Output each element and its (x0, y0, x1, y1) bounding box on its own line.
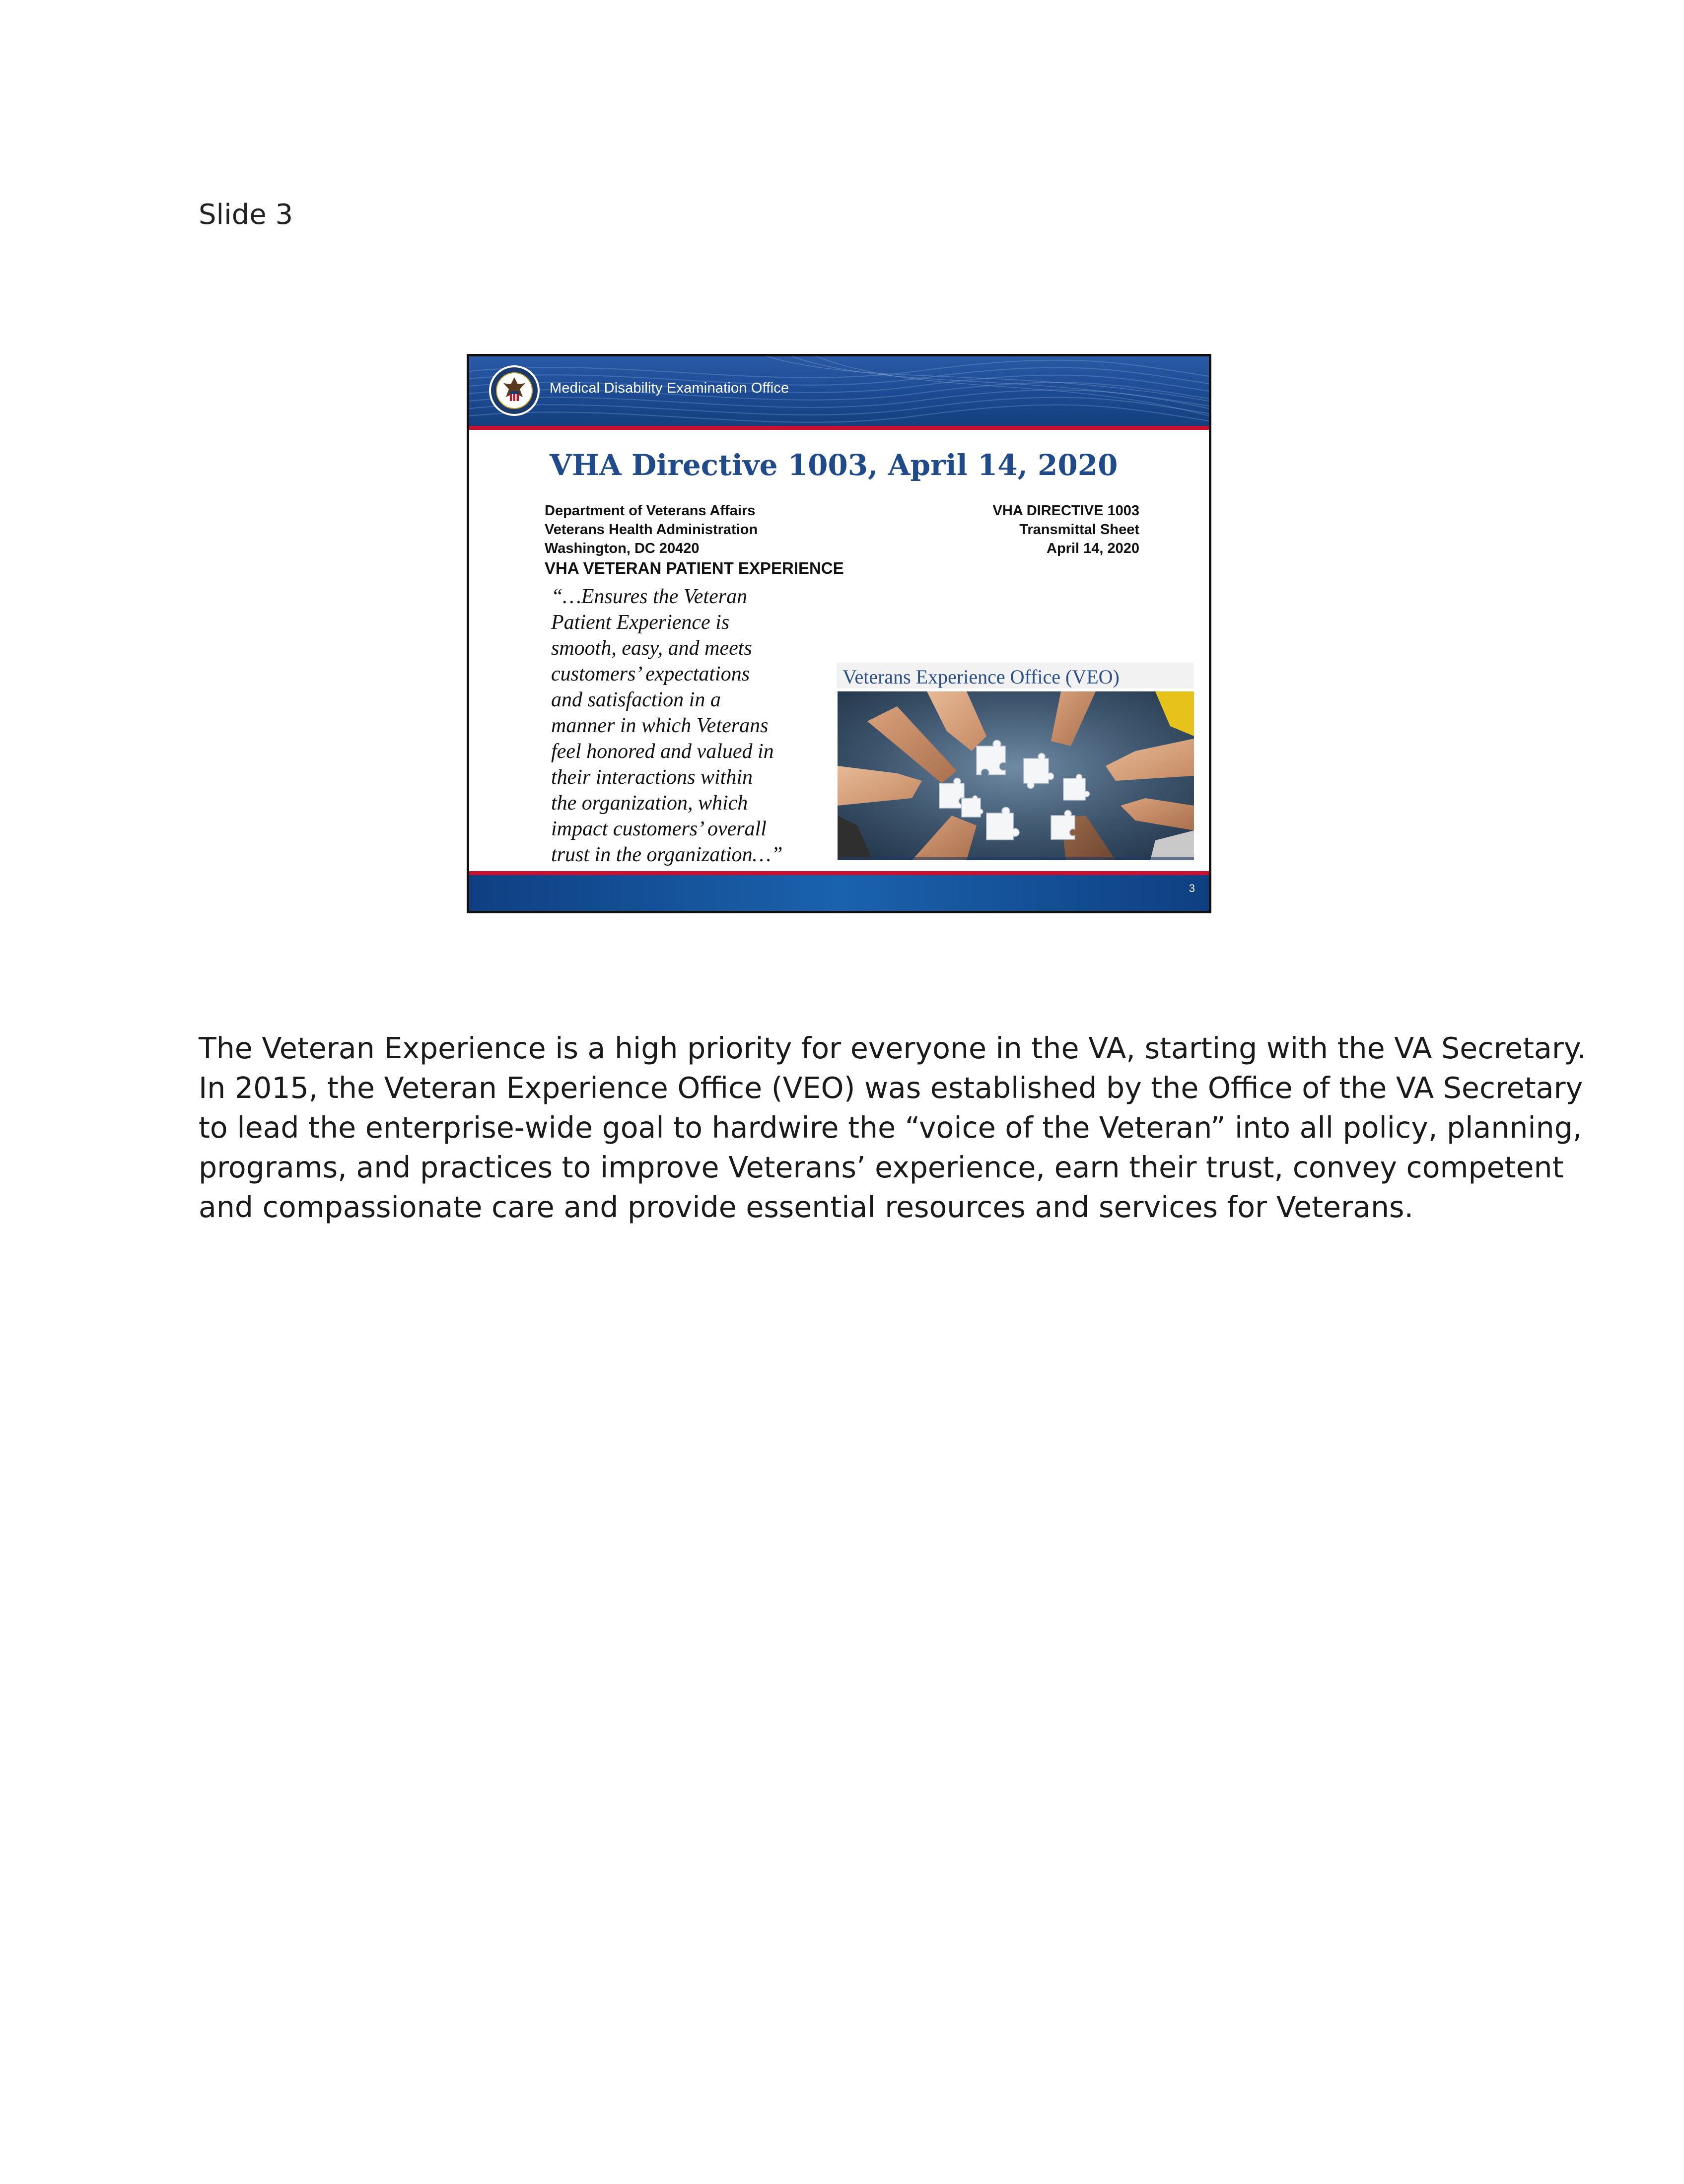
quote-line: smooth, easy, and meets (551, 637, 752, 660)
speaker-notes-paragraph (199, 1028, 1586, 1227)
paragraph-line: to lead the enterprise-wide goal to hardwire the “voice of the Veteran” into all policy, planning, (199, 1111, 1582, 1145)
quote-line: feel honored and valued in (551, 740, 774, 763)
paragraph-line: The Veteran Experience is a high priority for everyone in the VA, starting with the VA Secretary. (199, 1031, 1586, 1065)
footer-accent-stripe (469, 871, 1209, 875)
slide-number: 3 (1189, 882, 1195, 894)
department-line: Washington, DC 20420 (545, 541, 700, 556)
quote-line: impact customers’ overall (551, 818, 767, 840)
department-line: Department of Veterans Affairs (545, 503, 756, 519)
quote-line: their interactions within (551, 766, 753, 789)
quote-line: Patient Experience is (551, 611, 730, 634)
slide-thumbnail (467, 354, 1211, 913)
paragraph-line: and compassionate care and provide essential resources and services for Veterans. (199, 1190, 1414, 1224)
directive-line: April 14, 2020 (1047, 541, 1139, 556)
header-accent-stripe (469, 426, 1209, 430)
slide-header (469, 356, 1209, 426)
directive-line: Transmittal Sheet (1019, 522, 1139, 538)
puzzle-hands-image (838, 691, 1194, 860)
quote-line: the organization, which (551, 792, 748, 815)
paragraph-line: programs, and practices to improve Veterans’ experience, earn their trust, convey competent (199, 1151, 1564, 1184)
va-seal-icon (488, 364, 541, 417)
quote-line: trust in the organization…” (551, 843, 783, 866)
slide-title: VHA Directive 1003, April 14, 2020 (550, 448, 1118, 482)
directive-line: VHA DIRECTIVE 1003 (992, 503, 1139, 519)
quote-line: “…Ensures the Veteran (551, 585, 748, 608)
veo-label: Veterans Experience Office (VEO) (842, 666, 1120, 688)
quote-line: manner in which Veterans (551, 714, 769, 737)
paragraph-line: In 2015, the Veteran Experience Office (VEO) was established by the Office of the VA Secretary (199, 1071, 1583, 1105)
slide-footer (469, 875, 1209, 913)
department-address-block (545, 501, 758, 558)
directive-info-block (993, 501, 1139, 558)
veo-caption-box (837, 663, 1194, 688)
puzzle-hands-photo (838, 691, 1194, 860)
directive-quote (551, 584, 829, 868)
header-title: Medical Disability Examination Office (550, 380, 789, 396)
department-line: Veterans Health Administration (545, 522, 758, 538)
slide-label: Slide 3 (199, 199, 293, 231)
quote-line: customers’ expectations (551, 663, 750, 685)
quote-line: and satisfaction in a (551, 688, 721, 711)
section-heading: VHA VETERAN PATIENT EXPERIENCE (545, 559, 844, 577)
